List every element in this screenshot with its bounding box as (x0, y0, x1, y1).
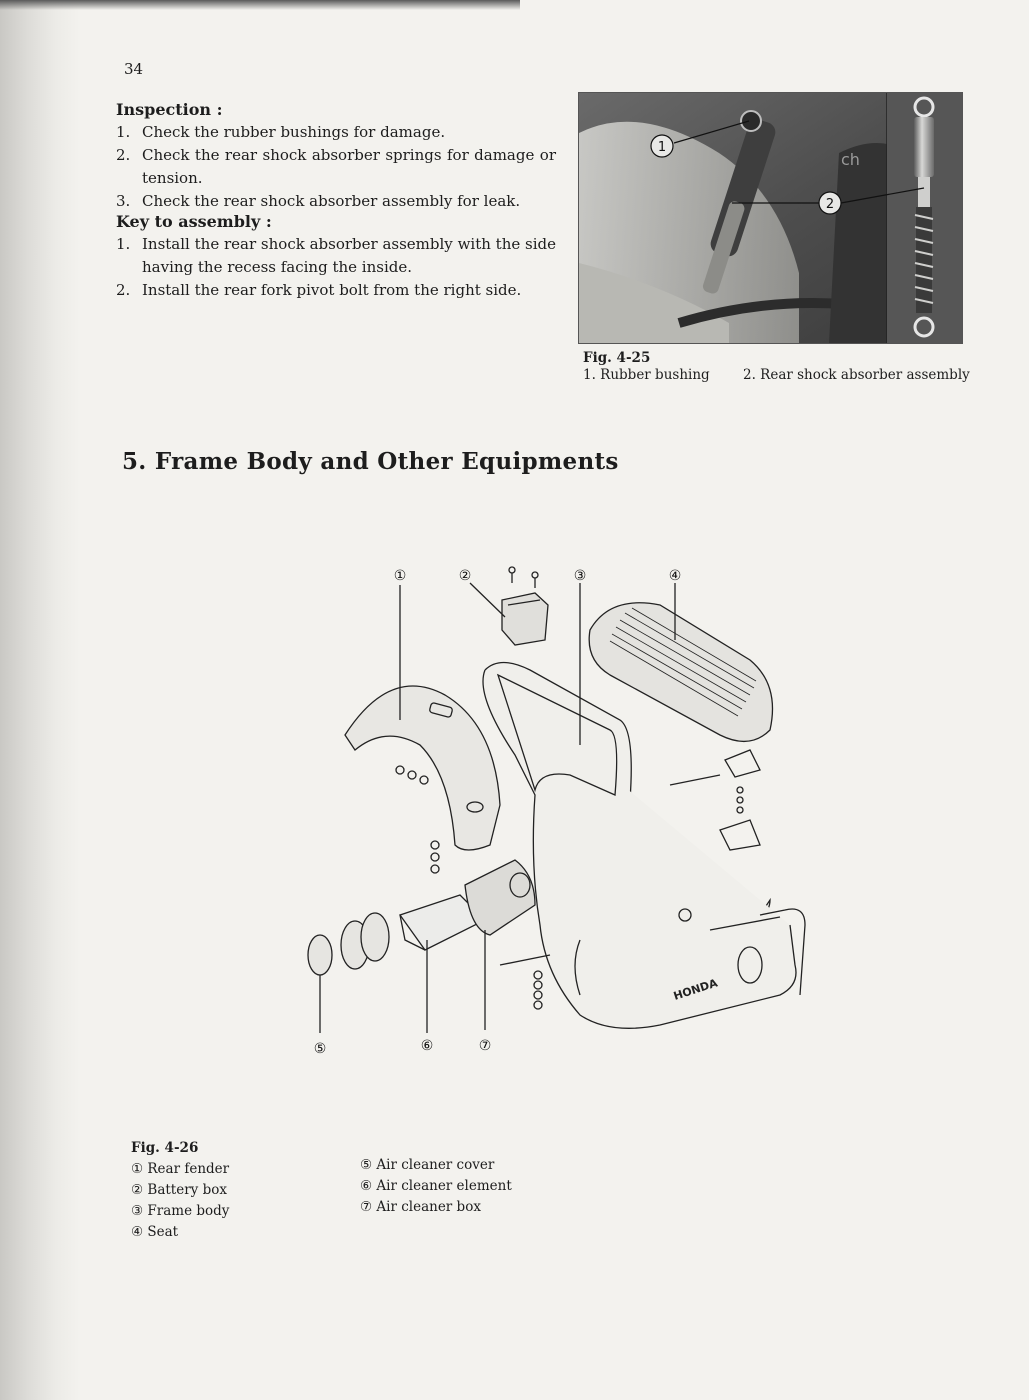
diagram-callout-1: ① (393, 568, 407, 584)
legend-item: ④ Seat (131, 1224, 179, 1240)
fig-4-25-item-1: 1. Rubber bushing (583, 367, 710, 383)
list-item (116, 279, 556, 302)
item-text: Check the rubber bushings for damage. (142, 123, 446, 141)
list-item (116, 144, 556, 190)
legend-item: ① Rear fender (131, 1161, 230, 1177)
item-text: Install the rear shock absorber assembly with the side having the recess facing the inside. (142, 235, 556, 276)
list-item (116, 121, 556, 144)
section-title: 5. Frame Body and Other Equipments (122, 448, 619, 475)
inspection-section (116, 98, 556, 213)
diagram-callout-4: ④ (668, 568, 682, 584)
diagram-callout-7: ⑦ (478, 1038, 492, 1054)
fig-4-26-label: Fig. 4-26 (131, 1140, 199, 1156)
item-number: 2. (116, 281, 131, 299)
svg-text:ch: ch (841, 150, 860, 169)
legend-item: ⑦ Air cleaner box (360, 1199, 481, 1215)
diagram-callout-2: ② (458, 568, 472, 584)
inspection-heading: Inspection : (116, 100, 223, 119)
frame-body-exploded-diagram (280, 545, 840, 1065)
fig-4-26-legend-left (131, 1138, 229, 1243)
assembly-heading: Key to assembly : (116, 212, 272, 231)
photo-illustration (579, 93, 962, 343)
diagram-callout-3: ③ (573, 568, 587, 584)
item-number: 3. (116, 192, 131, 210)
item-number: 1. (116, 235, 131, 253)
legend-item: ⑥ Air cleaner element (360, 1178, 512, 1194)
legend-item: ⑤ Air cleaner cover (360, 1157, 495, 1173)
photo-callout-1: 1 (657, 140, 667, 155)
fig-4-25-caption (583, 350, 710, 384)
diagram-callout-6: ⑥ (420, 1038, 434, 1054)
fig-4-25-item-2: 2. Rear shock absorber assembly (743, 367, 970, 383)
exploded-view-illustration (280, 545, 840, 1065)
item-text: Check the rear shock absorber springs for damage or tension. (142, 146, 556, 187)
item-number: 1. (116, 123, 131, 141)
fig-4-25-label: Fig. 4-25 (583, 350, 651, 366)
photo-callout-2: 2 (825, 197, 835, 212)
diagram-callout-5: ⑤ (313, 1041, 327, 1057)
binding-shadow (0, 0, 80, 1400)
fig-4-26-legend-right (360, 1155, 512, 1218)
item-text: Check the rear shock absorber assembly for leak. (142, 192, 521, 210)
item-number: 2. (116, 146, 131, 164)
assembly-section (116, 210, 556, 302)
item-text: Install the rear fork pivot bolt from the right side. (142, 281, 522, 299)
legend-item: ② Battery box (131, 1182, 227, 1198)
legend-item: ③ Frame body (131, 1203, 230, 1219)
list-item (116, 233, 556, 279)
frame-honda-logo: HONDA (671, 976, 720, 1003)
scan-edge-band (0, 0, 520, 10)
page-number: 34 (124, 60, 144, 78)
shock-absorber-photo (578, 92, 963, 344)
